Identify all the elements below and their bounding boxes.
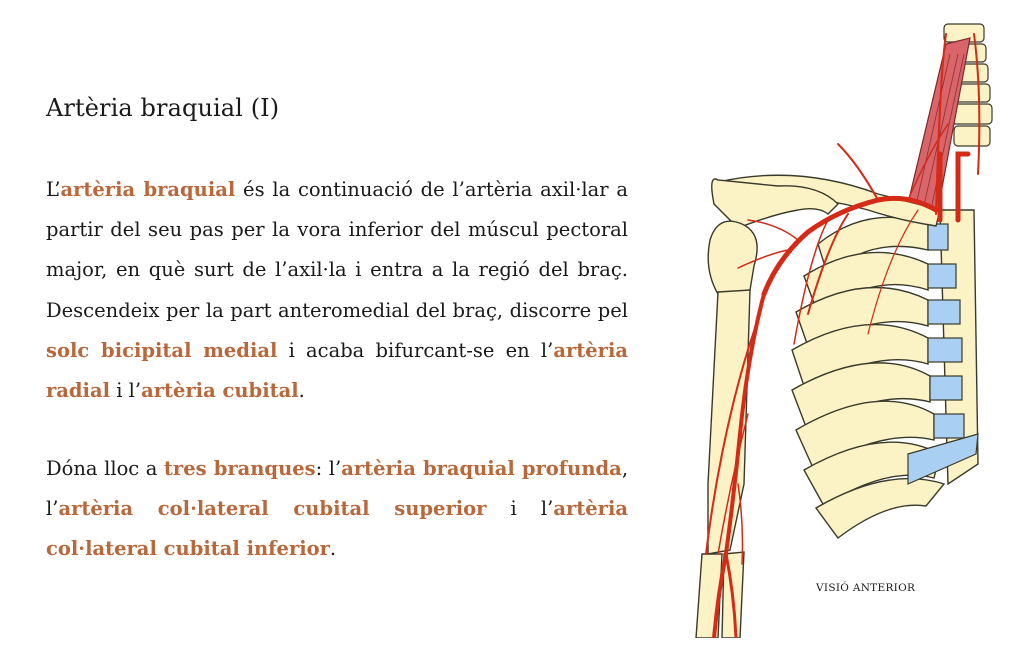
paragraph-branches bbox=[46, 449, 628, 570]
highlighted-term: artèria radial bbox=[46, 338, 628, 403]
highlighted-term: artèria braquial bbox=[60, 178, 236, 201]
paragraph-description bbox=[46, 170, 628, 411]
ribcage bbox=[792, 217, 944, 538]
highlighted-term: artèria col·lateral cubital superior bbox=[58, 497, 487, 521]
page-title: Artèria braquial (I) bbox=[46, 94, 280, 122]
highlighted-term: artèria cubital bbox=[141, 379, 299, 403]
text-run: i l’ bbox=[110, 379, 142, 403]
text-run: Dóna lloc a bbox=[46, 457, 164, 480]
highlighted-term: artèria col·lateral cubital inferior bbox=[46, 497, 628, 561]
text-run: és la continuació de l’artèria axil·lar a partir del seu pas per la vora inferior del múscul pectoral major, en què surt de l’axil·la i entra a la regió del braç. Descendeix per la part anteromedial del braç, discorre pel bbox=[46, 178, 628, 322]
humerus-head bbox=[708, 221, 757, 294]
anatomy-illustration bbox=[678, 14, 998, 638]
text-run: , l’ bbox=[46, 457, 629, 521]
highlighted-term: artèria braquial profunda bbox=[341, 457, 622, 480]
text-run: i l’ bbox=[486, 497, 554, 521]
text-run: . bbox=[298, 379, 305, 403]
figure-caption: VISIÓ ANTERIOR bbox=[816, 582, 916, 594]
highlighted-term: solc bicipital medial bbox=[46, 338, 278, 362]
text-run: i acaba bifurcant-se en l’ bbox=[277, 338, 554, 362]
text-run: . bbox=[329, 537, 337, 561]
text-run: L’ bbox=[46, 178, 61, 201]
highlighted-term: tres branques bbox=[163, 457, 316, 480]
text-run: : l’ bbox=[315, 457, 342, 480]
